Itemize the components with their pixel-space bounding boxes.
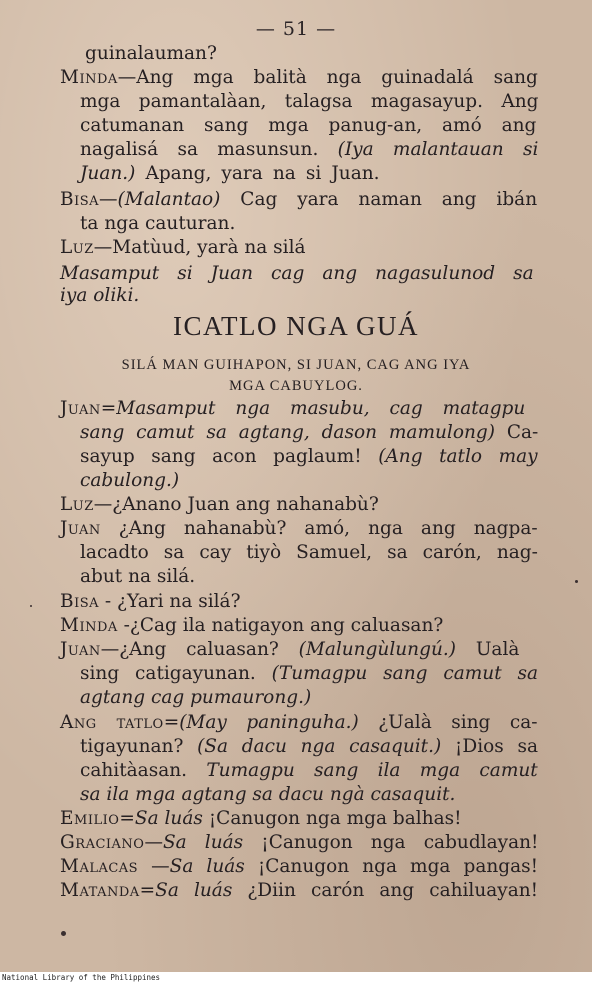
text-line (60, 879, 538, 903)
text-line (80, 783, 455, 807)
speaker-name: Juan (60, 398, 101, 419)
dialogue-text: = (139, 880, 156, 901)
scene-subtitle-line-1: SILÁ MAN GUIHAPON, SI JUAN, CAG ANG IYA (121, 357, 471, 373)
stage-direction: Juan.) (80, 163, 136, 184)
stage-direction: Masamput si Juan cag ang nagasulunod sa (60, 263, 534, 284)
dialogue-text: mga pamantalàan, talagsa magasayup. Ang (80, 91, 539, 112)
speaker-name: Ang tatlo (60, 712, 164, 733)
stage-direction: Sa luás (169, 856, 245, 877)
stage-direction: (Malungùlungú.) (298, 639, 456, 660)
stage-direction: Sa luás (162, 832, 244, 853)
text-line (80, 759, 538, 783)
stage-direction: sang camut sa agtang, dason mamulong) (80, 422, 495, 443)
text-line (60, 831, 538, 855)
dialogue-text: —Ang mga balità nga guinadalá sang (117, 67, 538, 88)
dialogue-text: sing catigayunan. (80, 663, 272, 684)
text-line (60, 517, 538, 541)
stage-direction: agtang cag pumaurong.) (80, 687, 312, 708)
text-line (80, 114, 536, 138)
text-line (80, 469, 179, 493)
dialogue-text: — (144, 832, 163, 853)
footer-strip (0, 972, 592, 983)
dialogue-text: = (163, 712, 180, 733)
speaker-name: Juan (60, 639, 101, 660)
speaker-name: Minda (60, 615, 118, 636)
dialogue-text: ¿Diin carón ang cahiluayan! (232, 880, 539, 901)
stage-direction: (Malantao) (117, 189, 221, 210)
library-credit: National Library of the Philippines (2, 973, 161, 982)
dialogue-text: guinalauman? (85, 43, 217, 64)
text-line (60, 397, 525, 421)
text-line (60, 188, 537, 212)
text-line (80, 735, 538, 759)
text-line (80, 541, 538, 565)
stage-direction: cabulong.) (80, 470, 180, 491)
dialogue-text: ta nga cauturan. (80, 213, 236, 234)
ink-speck (61, 931, 66, 936)
ink-speck (30, 605, 32, 607)
dialogue-text: —¿Ang caluasan? (100, 639, 299, 660)
text-line (80, 162, 380, 186)
dialogue-text: ¿Ualà sing ca- (358, 712, 538, 733)
text-line (60, 493, 379, 517)
dialogue-text: tigayunan? (80, 736, 198, 757)
speaker-name: Bisa (60, 591, 100, 612)
speaker-name: Emilio (60, 808, 120, 829)
stage-direction: (Iya malantauan si (337, 139, 539, 160)
dialogue-text: —¿Anano Juan ang nahanabù? (93, 494, 379, 515)
text-line (60, 638, 519, 662)
stage-direction: Sa luás (134, 808, 203, 829)
stage-direction: iya oliki. (60, 285, 140, 306)
dialogue-text: cahitàasan. (80, 760, 207, 781)
dialogue-text: = (119, 808, 135, 829)
stage-direction: Sa luás (155, 880, 233, 901)
dialogue-text: lacadto sa cay tiyò Samuel, sa carón, nag- (80, 542, 538, 563)
stage-direction: (Tumagpu sang camut sa (271, 663, 539, 684)
dialogue-text: nagalisá sa masunsun. (80, 139, 338, 160)
dialogue-text: = (100, 398, 117, 419)
text-line (80, 445, 538, 469)
dialogue-text: - ¿Yari na silá? (99, 591, 241, 612)
dialogue-text: ¿Ang nahanabù? amó, nga ang nagpa- (100, 518, 538, 539)
dialogue-text: sayup sang acon paglaum! (80, 446, 379, 467)
stage-direction: (Ang tatlo may (378, 446, 538, 467)
text-line (80, 686, 311, 710)
dialogue-text: Cag yara naman ang ibán (220, 189, 538, 210)
speaker-name: Juan (60, 518, 101, 539)
text-line (80, 138, 538, 162)
dialogue-text: abut na silá. (80, 566, 196, 587)
text-line (60, 614, 443, 638)
dialogue-text: —Matùud, yarà na silá (93, 237, 306, 258)
text-line (80, 565, 195, 589)
scene-heading: ICATLO NGA GUÁ (173, 311, 419, 341)
text-line (60, 236, 306, 260)
scene-subtitle-line-2: MGA CABUYLOG. (229, 378, 363, 394)
dialogue-text: ¡Canugon nga mga balhas! (202, 808, 462, 829)
text-line (60, 262, 534, 286)
dialogue-text: ¡Canugon nga mga pangas! (244, 856, 539, 877)
ink-speck (575, 580, 578, 583)
text-line (80, 662, 538, 686)
dialogue-text: catumanan sang mga panug-an, amó ang (80, 115, 537, 136)
text-line (60, 284, 139, 308)
dialogue-text: -¿Cag ila natigayon ang caluasan? (117, 615, 444, 636)
speaker-name: Luz (60, 494, 94, 515)
text-line (60, 807, 462, 831)
text-line (80, 90, 538, 114)
text-line (80, 212, 235, 236)
dialogue-text: Ca- (494, 422, 539, 443)
stage-direction: (Sa dacu nga casaquit.) (197, 736, 442, 757)
text-line (85, 42, 217, 66)
text-line (60, 66, 538, 90)
speaker-name: Malacas (60, 856, 139, 877)
dialogue-text: Apang, yara na si Juan. (135, 163, 380, 184)
text-line (60, 711, 538, 735)
speaker-name: Minda (60, 67, 118, 88)
dialogue-text: — (138, 856, 170, 877)
stage-direction: (May paninguha.) (179, 712, 359, 733)
dialogue-text: — (99, 189, 118, 210)
text-line (80, 421, 538, 445)
stage-direction: Masamput nga masubu, cag matagpu (116, 398, 526, 419)
speaker-name: Matanda (60, 880, 140, 901)
text-line (60, 855, 538, 879)
dialogue-text: ¡Dios sa (441, 736, 538, 757)
text-line (60, 590, 241, 614)
speaker-name: Graciano (60, 832, 145, 853)
stage-direction: Tumagpu sang ila mga camut (206, 760, 538, 781)
speaker-name: Luz (60, 237, 94, 258)
stage-direction: sa ila mga agtang sa dacu ngà casaquit. (80, 784, 456, 805)
dialogue-text: ¡Canugon nga cabudlayan! (243, 832, 539, 853)
speaker-name: Bisa (60, 189, 100, 210)
dialogue-text: Ualà (455, 639, 520, 660)
page-number: — 51 — (255, 18, 337, 40)
